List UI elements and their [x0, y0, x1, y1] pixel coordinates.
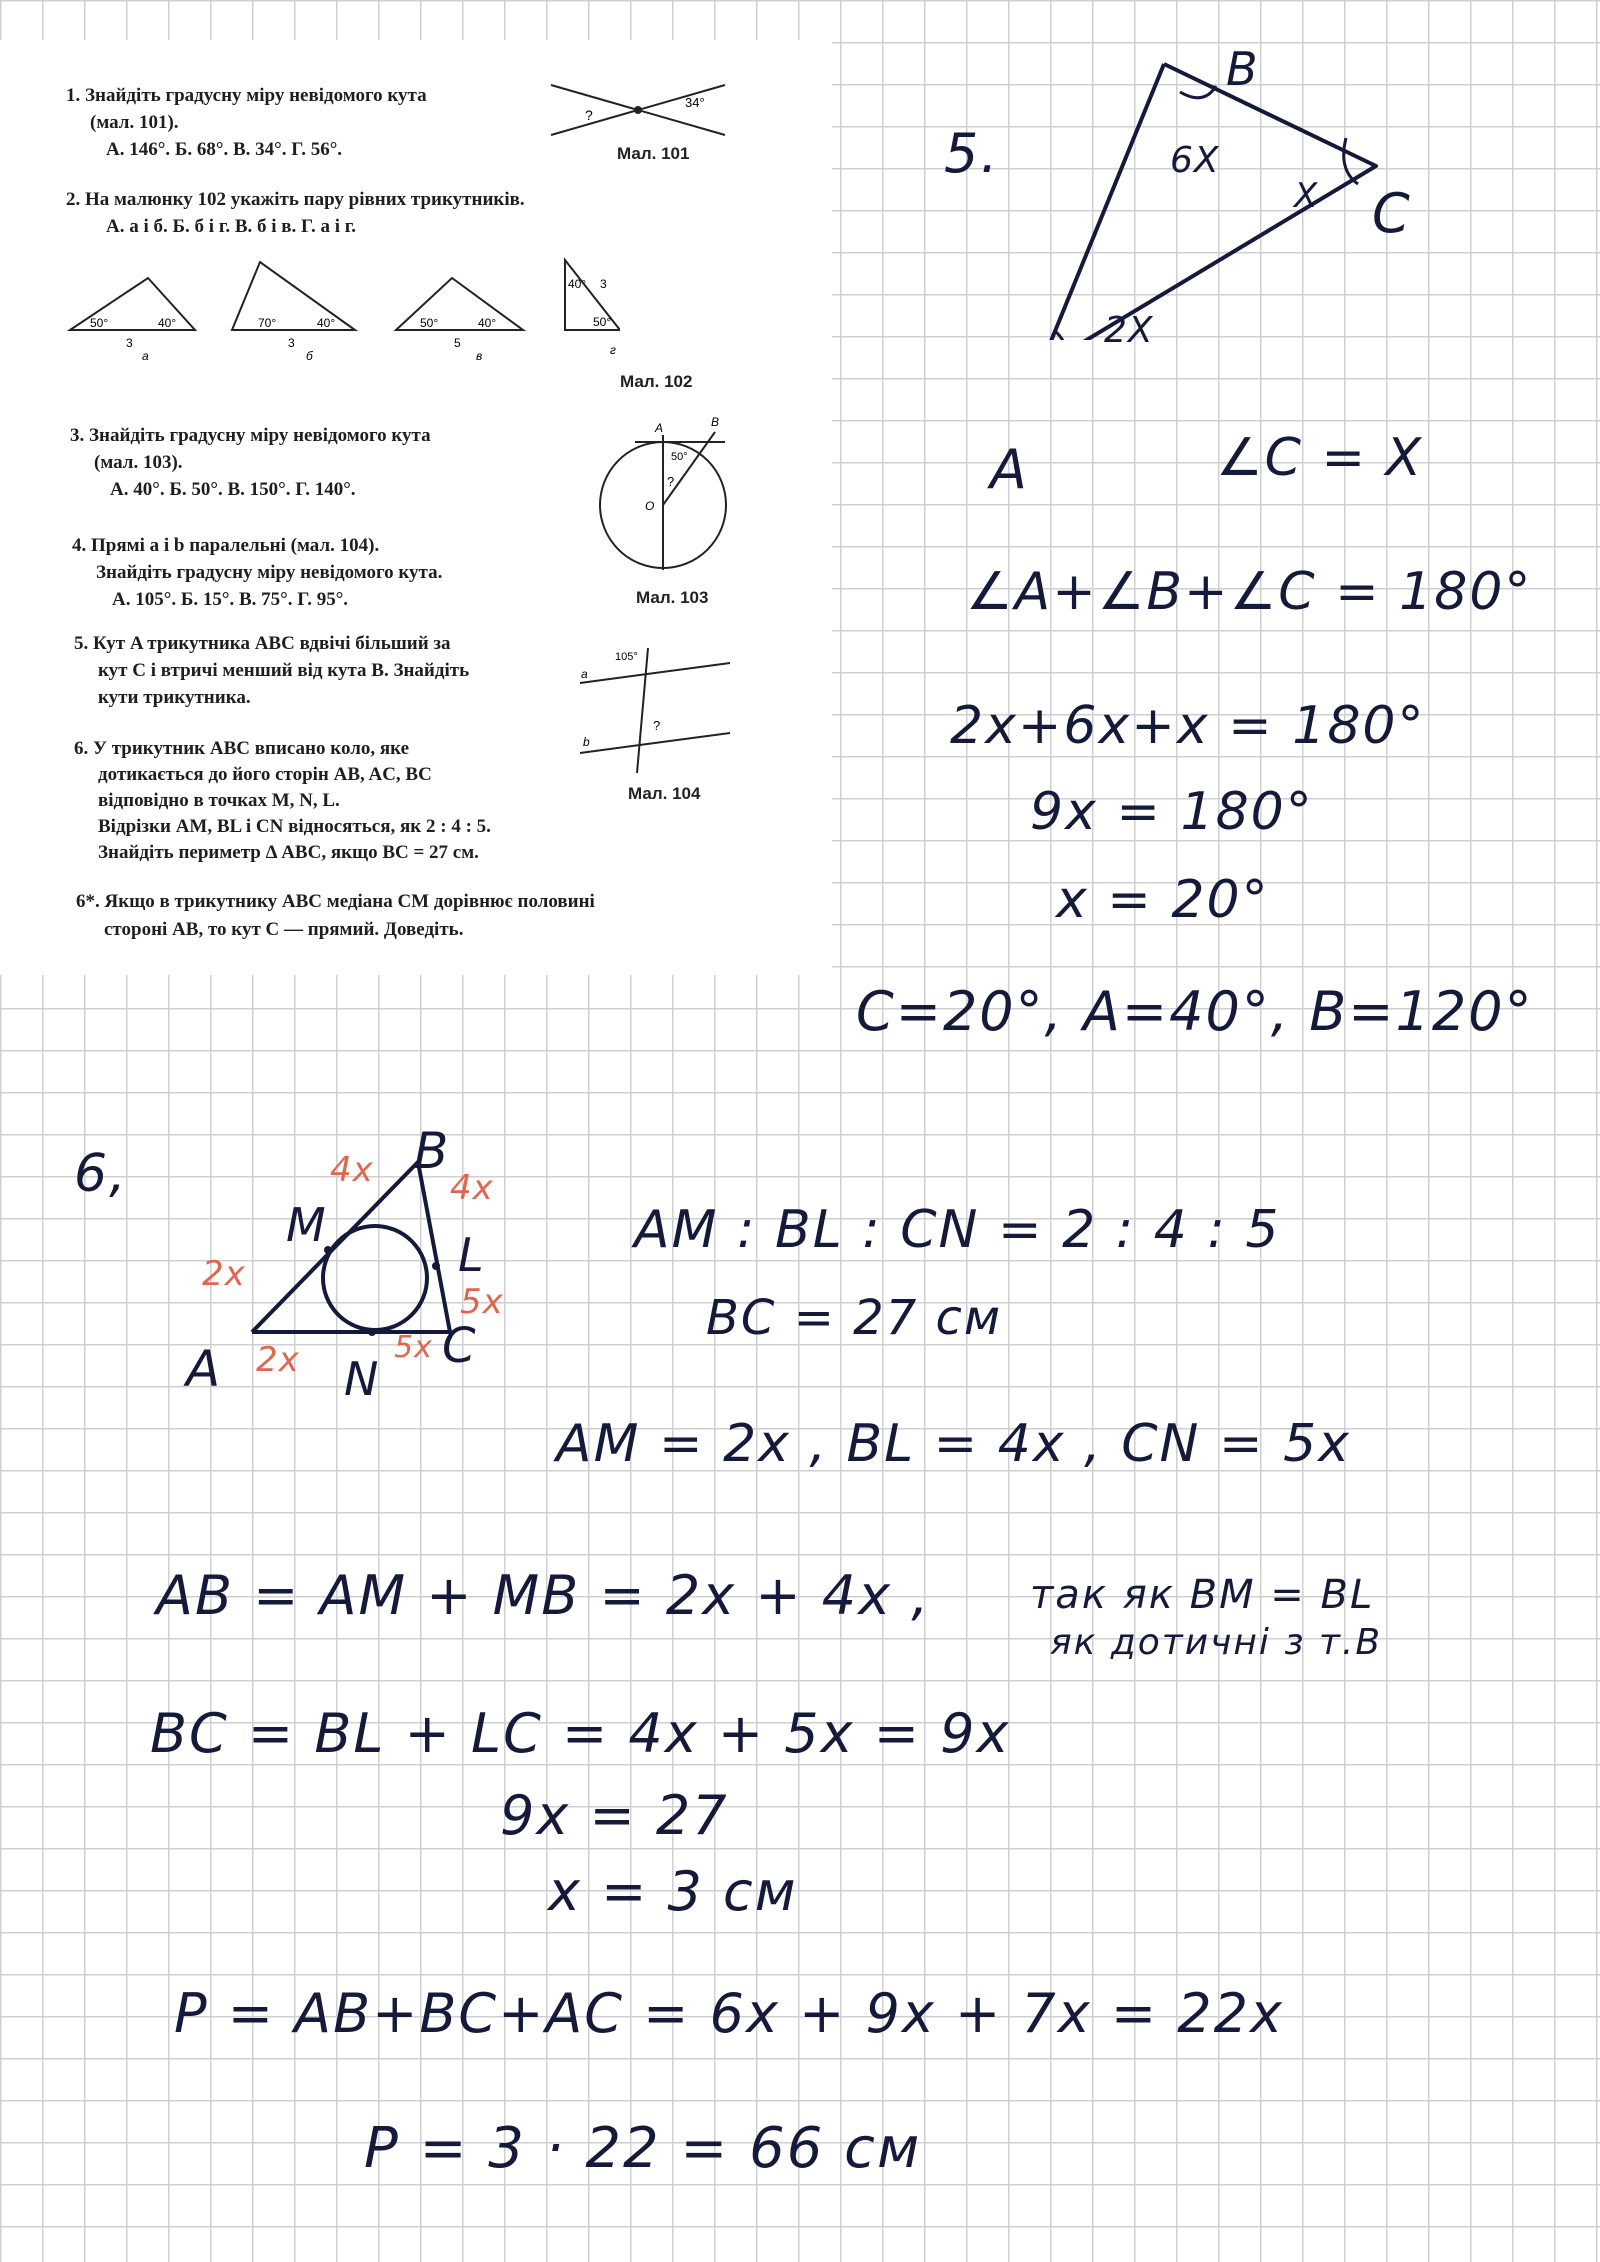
triangle-a-letter: а [142, 349, 149, 360]
solution-5-angle-b: 6X [1170, 140, 1220, 181]
solution-5-vertex-c: C [1372, 182, 1412, 245]
solution-5-line-2: ∠A+∠B+∠C = 180° [966, 562, 1533, 622]
question-1-text: 1. Знайдіть градусну міру невідомого кута [66, 85, 427, 106]
triangle-b [232, 262, 355, 360]
question-5-text: 5. Кут A трикутника ABC вдвічі більший за [74, 633, 451, 654]
solution-5-answer: C=20°, A=40°, B=120° [856, 980, 1534, 1043]
solution-5-angle-c: X [1294, 176, 1319, 216]
question-1 [66, 82, 427, 163]
question-2 [66, 186, 525, 240]
solution-6-segment-mb: 4x [330, 1150, 374, 1190]
question-4 [72, 532, 442, 613]
question-6 [74, 736, 491, 866]
solution-6-reason-1: так як BM = BL [1030, 1572, 1375, 1618]
question-6-star-text-2: стороні AB, то кут C — прямий. Доведіть. [104, 919, 464, 940]
solution-6-x-value: x = 3 см [548, 1860, 798, 1923]
question-6-text-4: Відрізки AM, BL і CN відносяться, як 2 : 4 : 5. [98, 816, 491, 837]
question-6-text-2: дотикається до його сторін AB, AC, BC [98, 764, 432, 785]
triangle-d-letter: г [610, 343, 616, 357]
solution-6-reason-2: як дотичні з т.B [1050, 1622, 1383, 1663]
figure-103-center: O [645, 499, 655, 513]
figure-104-line-b: b [583, 735, 590, 749]
solution-6-point-l: L [458, 1228, 486, 1282]
triangle-b-angle-2: 40° [317, 316, 336, 330]
solution-6-ratio: AM : BL : CN = 2 : 4 : 5 [634, 1200, 1281, 1260]
triangle-c-letter: в [476, 349, 483, 360]
figure-103-angle: 50° [671, 451, 688, 463]
triangle-c-side: 5 [454, 336, 461, 350]
question-6-star [76, 888, 595, 944]
figure-104-line-a: a [581, 667, 588, 681]
solution-6-segments: AM = 2x , BL = 4x , CN = 5x [556, 1414, 1351, 1474]
figure-103-unknown: ? [667, 474, 675, 489]
triangle-a-side: 3 [126, 336, 133, 350]
triangle-a-angle-1: 50° [90, 316, 109, 330]
question-4-answers: А. 105°. Б. 15°. В. 75°. Г. 95°. [112, 589, 349, 610]
figure-101 [545, 70, 735, 190]
question-5 [74, 630, 469, 711]
solution-6-number: 6, [74, 1144, 128, 1204]
solution-6-bc: BC = BL + LC = 4x + 5x = 9x [150, 1702, 1011, 1765]
figure-104-angle: 105° [615, 651, 638, 663]
solution-5-vertex-a: A [990, 438, 1029, 501]
triangle-c [396, 278, 523, 360]
solution-5-line-5: x = 20° [1056, 870, 1270, 930]
figure-102-label: Мал. 102 [620, 372, 693, 391]
triangle-d [565, 260, 620, 357]
solution-6-point-m: M [286, 1198, 328, 1252]
solution-6-segment-lc: 5x [460, 1282, 504, 1322]
question-1-ref: (мал. 101). [90, 112, 179, 133]
question-6-star-text: 6*. Якщо в трикутнику ABC медіана CM дорівнює половині [76, 891, 595, 912]
question-2-answers: А. а і б. Б. б і г. В. б і в. Г. а і г. [106, 216, 356, 237]
triangle-b-side: 3 [288, 336, 295, 350]
figure-104-unknown: ? [653, 718, 661, 733]
printed-worksheet [0, 40, 832, 975]
solution-5-vertex-b: B [1226, 42, 1260, 96]
solution-6-equation: 9x = 27 [500, 1784, 729, 1847]
figure-103-point-b: B [711, 415, 720, 429]
triangle-a [70, 278, 195, 360]
question-3-answers: А. 40°. Б. 50°. В. 150°. Г. 140°. [110, 479, 356, 500]
figure-104 [575, 638, 735, 773]
question-5-text-3: кути трикутника. [98, 687, 251, 708]
question-6-text: 6. У трикутник ABC вписано коло, яке [74, 738, 410, 759]
question-3-text: 3. Знайдіть градусну міру невідомого кута [70, 425, 431, 446]
figure-103 [585, 410, 735, 580]
solution-5-angle-a: 2X [1104, 310, 1154, 351]
solution-5-line-1: ∠C = X [1216, 428, 1424, 488]
question-2-text: 2. На малюнку 102 укажіть пару рівних трикутників. [66, 189, 525, 210]
figure-103-point-a: A [655, 421, 664, 435]
question-1-answers: А. 146°. Б. 68°. В. 34°. Г. 56°. [106, 139, 343, 160]
question-3 [70, 422, 431, 503]
question-3-ref: (мал. 103). [94, 452, 183, 473]
solution-5-number: 5. [944, 122, 1000, 185]
question-4-question: Знайдіть градусну міру невідомого кута. [96, 562, 443, 583]
solution-5-line-3: 2x+6x+x = 180° [950, 696, 1426, 756]
figure-101-label: Мал. 101 [617, 144, 690, 163]
question-5-text-2: кут C і втричі менший від кута B. Знайдіть [98, 660, 470, 681]
solution-6-vertex-a: A [186, 1340, 223, 1398]
solution-6-segment-bl: 4x [450, 1168, 494, 1208]
solution-6-segment-nc: 5x [394, 1330, 433, 1365]
figure-104-label: Мал. 104 [628, 784, 701, 803]
question-4-text: 4. Прямі a і b паралельні (мал. 104). [72, 535, 380, 556]
triangle-d-angle-1: 40° [568, 277, 587, 291]
solution-6-vertex-c: C [442, 1318, 478, 1374]
triangle-a-angle-2: 40° [158, 316, 177, 330]
solution-6-given-bc: BC = 27 см [706, 1290, 1003, 1346]
triangle-d-angle-2: 50° [593, 315, 612, 329]
solution-6-segment-am: 2x [202, 1254, 246, 1294]
question-6-text-5: Знайдіть периметр Δ ABC, якщо BC = 27 см. [98, 842, 479, 863]
figure-101-unknown: ? [585, 107, 593, 123]
figure-101-angle: 34° [685, 95, 705, 110]
triangle-c-angle-1: 50° [420, 316, 439, 330]
solution-5-line-4: 9x = 180° [1030, 782, 1314, 842]
solution-6-perimeter-formula: P = AB+BC+AC = 6x + 9x + 7x = 22x [174, 1982, 1284, 2045]
solution-6-point-n: N [344, 1352, 381, 1406]
solution-6-segment-an: 2x [256, 1340, 300, 1380]
triangle-c-angle-2: 40° [478, 316, 497, 330]
question-6-text-3: відповідно в точках M, N, L. [98, 790, 340, 811]
solution-6-perimeter-result: P = 3 · 22 = 66 см [364, 2116, 922, 2181]
solution-6-ab: AB = AM + MB = 2x + 4x , [156, 1564, 931, 1627]
figure-102 [60, 250, 620, 360]
figure-103-label: Мал. 103 [636, 588, 709, 607]
solution-6-vertex-b: B [414, 1122, 451, 1180]
triangle-d-side: 3 [600, 277, 607, 291]
triangle-b-angle-1: 70° [258, 316, 277, 330]
triangle-b-letter: б [306, 349, 313, 360]
